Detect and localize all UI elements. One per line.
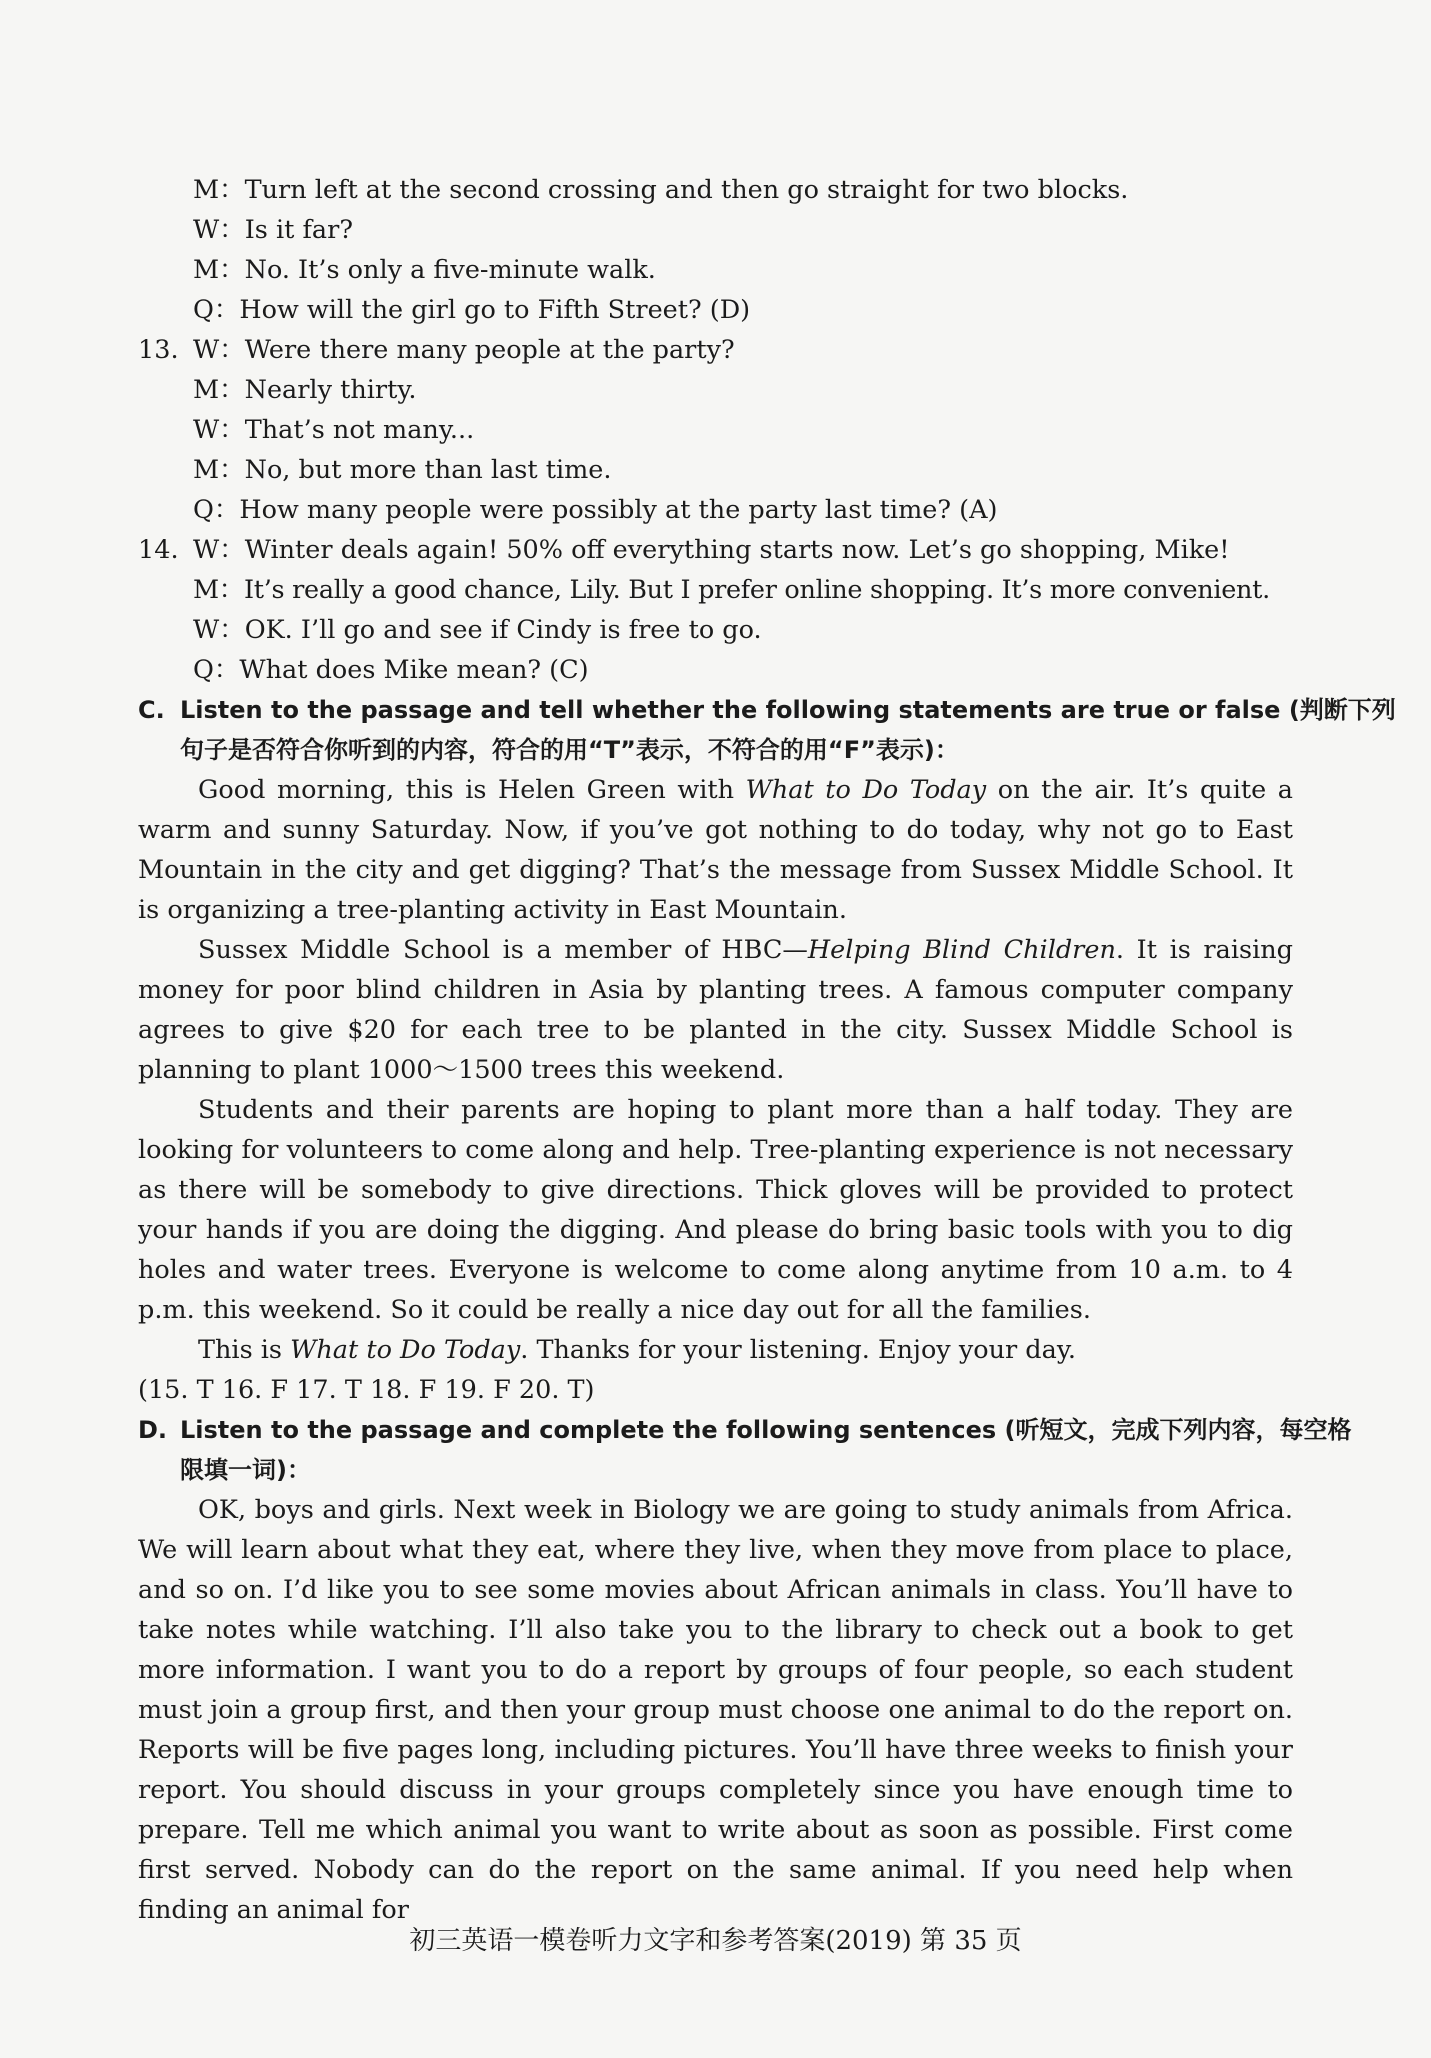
question-line: Q：How will the girl go to Fifth Street? (D) — [193, 295, 751, 325]
section-c-heading-cont: 句子是否符合你听到的内容，符合的用“T”表示，不符合的用“F”表示)： — [180, 736, 959, 764]
paragraph: Good morning, this is Helen Green with What to Do Today on the air. It’s quite a warm and sunny Saturday. Now, if you’ve got nothing to do today, why not go to East Mountain in the city and get digging? That’s the message from Sussex Middle School. It is organizing a tree-planting activity in East Mountain. — [138, 775, 1293, 925]
paragraph: Sussex Middle School is a member of HBC—Helping Blind Children. It is raising money for poor blind children in Asia by planting trees. A famous computer company agrees to give $20 for each tree to be planted in the city. Sussex Middle School is planning to plant 1000～1500 trees this weekend. — [138, 935, 1293, 1085]
paragraph: Students and their parents are hoping to plant more than a half today. They are looking for volunteers to come along and help. Tree-planting experience is not necessary as there will be somebody to give directions. Thick gloves will be provided to protect your hands if you are doing the digging. And please do bring basic tools with you to dig holes and water trees. Everyone is welcome to come along anytime from 10 a.m. to 4 p.m. this weekend. So it could be really a nice day out for all the families. — [138, 1095, 1293, 1325]
page-footer: 初三英语一模卷听力文字和参考答案(2019) 第 35 页 — [409, 1926, 1022, 1956]
section-c-heading: C. Listen to the passage and tell whether the following statements are true or false (判断下列 — [138, 696, 1396, 724]
dialogue-line: 13. W： Were there many people at the party? — [138, 330, 1293, 370]
item-number: 13. — [138, 335, 179, 365]
section-d-heading: D. Listen to the passage and complete the following sentences (听短文，完成下列内容，每空格 — [138, 1416, 1352, 1444]
section-c-passage — [138, 770, 1293, 1370]
dialogue-line: M：No. It’s only a five-minute walk. — [193, 255, 656, 285]
dialogue-line: 14. W： Winter deals again! 50% off everything starts now. Let’s go shopping, Mike! — [138, 530, 1293, 570]
answer-key: (15. T 16. F 17. T 18. F 19. F 20. T) — [138, 1375, 595, 1405]
paragraph: This is What to Do Today. Thanks for your listening. Enjoy your day. — [198, 1335, 1076, 1365]
section-d-passage — [138, 1490, 1293, 1930]
dialogue-line: W：OK. I’ll go and see if Cindy is free to go. — [193, 615, 762, 645]
paragraph: OK, boys and girls. Next week in Biology we are going to study animals from Africa. We will learn about what they eat, where they live, when they move from place to place, and so on. I’d like you to see some movies about African animals in class. You’ll have to take notes while watching. I’ll also take you to the library to check out a book to get more information. I want you to do a report by groups of four people, so each student must join a group first, and then your group must choose one animal to do the report on. Reports will be five pages long, including pictures. You’ll have three weeks to finish your report. You should discuss in your groups completely since you have enough time to prepare. Tell me which animal you want to write about as soon as possible. First come first served. Nobody can do the report on the same animal. If you need help when finding an animal for — [138, 1495, 1293, 1925]
section-d-heading-cont: 限填一词)： — [180, 1456, 311, 1484]
dialogue-line: M：No, but more than last time. — [193, 455, 612, 485]
question-line: Q：How many people were possibly at the party last time? (A) — [193, 495, 998, 525]
question-line: Q：What does Mike mean? (C) — [193, 655, 589, 685]
dialogue-line: M：Nearly thirty. — [193, 375, 417, 405]
dialogue-line: M：Turn left at the second crossing and then go straight for two blocks. — [193, 175, 1129, 205]
page-content — [138, 170, 1396, 1930]
item-number: 14. — [138, 535, 179, 565]
dialogue-line: W：Is it far? — [193, 215, 353, 245]
dialogue-line: M：It’s really a good chance, Lily. But I prefer online shopping. It’s more convenient. — [193, 575, 1270, 605]
dialogue-line: W：That’s not many... — [193, 415, 475, 445]
